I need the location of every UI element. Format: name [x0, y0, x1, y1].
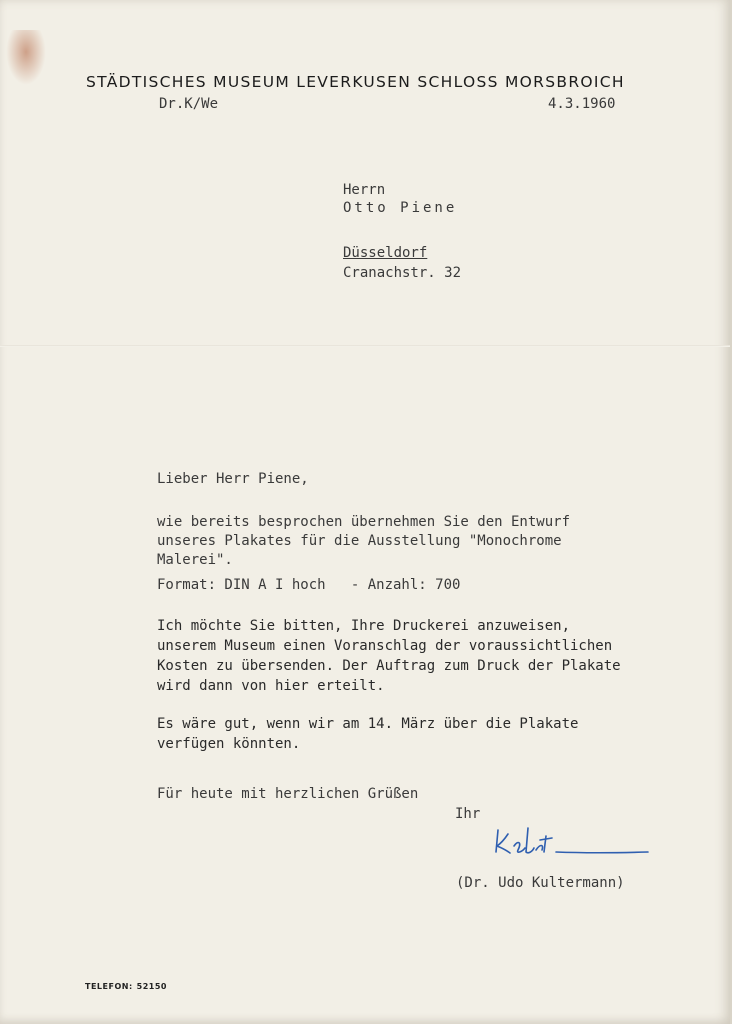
- body-line: Malerei".: [157, 552, 233, 568]
- closing: Für heute mit herzlichen Grüßen: [157, 786, 419, 802]
- reference-code: Dr.K/We: [159, 96, 219, 112]
- handwritten-signature: [492, 822, 652, 862]
- signatory-name: (Dr. Udo Kultermann): [456, 875, 625, 891]
- letter-date: 4.3.1960: [548, 96, 616, 112]
- closing-ihr: Ihr: [455, 806, 481, 822]
- body-line: Ich möchte Sie bitten, Ihre Druckerei anzuweisen,: [157, 618, 571, 634]
- body-line: Kosten zu übersenden. Der Auftrag zum Druck der Plakate: [157, 658, 621, 674]
- greeting: Lieber Herr Piene,: [157, 471, 309, 487]
- letterhead: STÄDTISCHES MUSEUM LEVERKUSEN SCHLOSS MORSBROICH: [86, 73, 625, 91]
- telefon-footer: [85, 982, 167, 991]
- recipient-name: Otto Piene: [343, 200, 458, 216]
- recipient-street: Cranachstr. 32: [343, 265, 462, 281]
- recipient-salutation: Herrn: [343, 182, 386, 198]
- rust-stain: [6, 30, 46, 85]
- format-line: Format: DIN A I hoch - Anzahl: 700: [157, 577, 461, 593]
- telefon-label: TELEFON:: [85, 982, 133, 991]
- body-line: wird dann von hier erteilt.: [157, 678, 385, 694]
- body-line: Es wäre gut, wenn wir am 14. März über die Plakate: [157, 716, 579, 732]
- body-line: verfügen könnten.: [157, 736, 301, 752]
- fold-line: [0, 345, 730, 347]
- body-line: unserem Museum einen Voranschlag der voraussichtlichen: [157, 638, 613, 654]
- body-line: wie bereits besprochen übernehmen Sie den Entwurf: [157, 514, 571, 530]
- telefon-number: 52150: [136, 982, 167, 991]
- recipient-city: Düsseldorf: [343, 245, 428, 261]
- body-line: unseres Plakates für die Ausstellung "Monochrome: [157, 533, 562, 549]
